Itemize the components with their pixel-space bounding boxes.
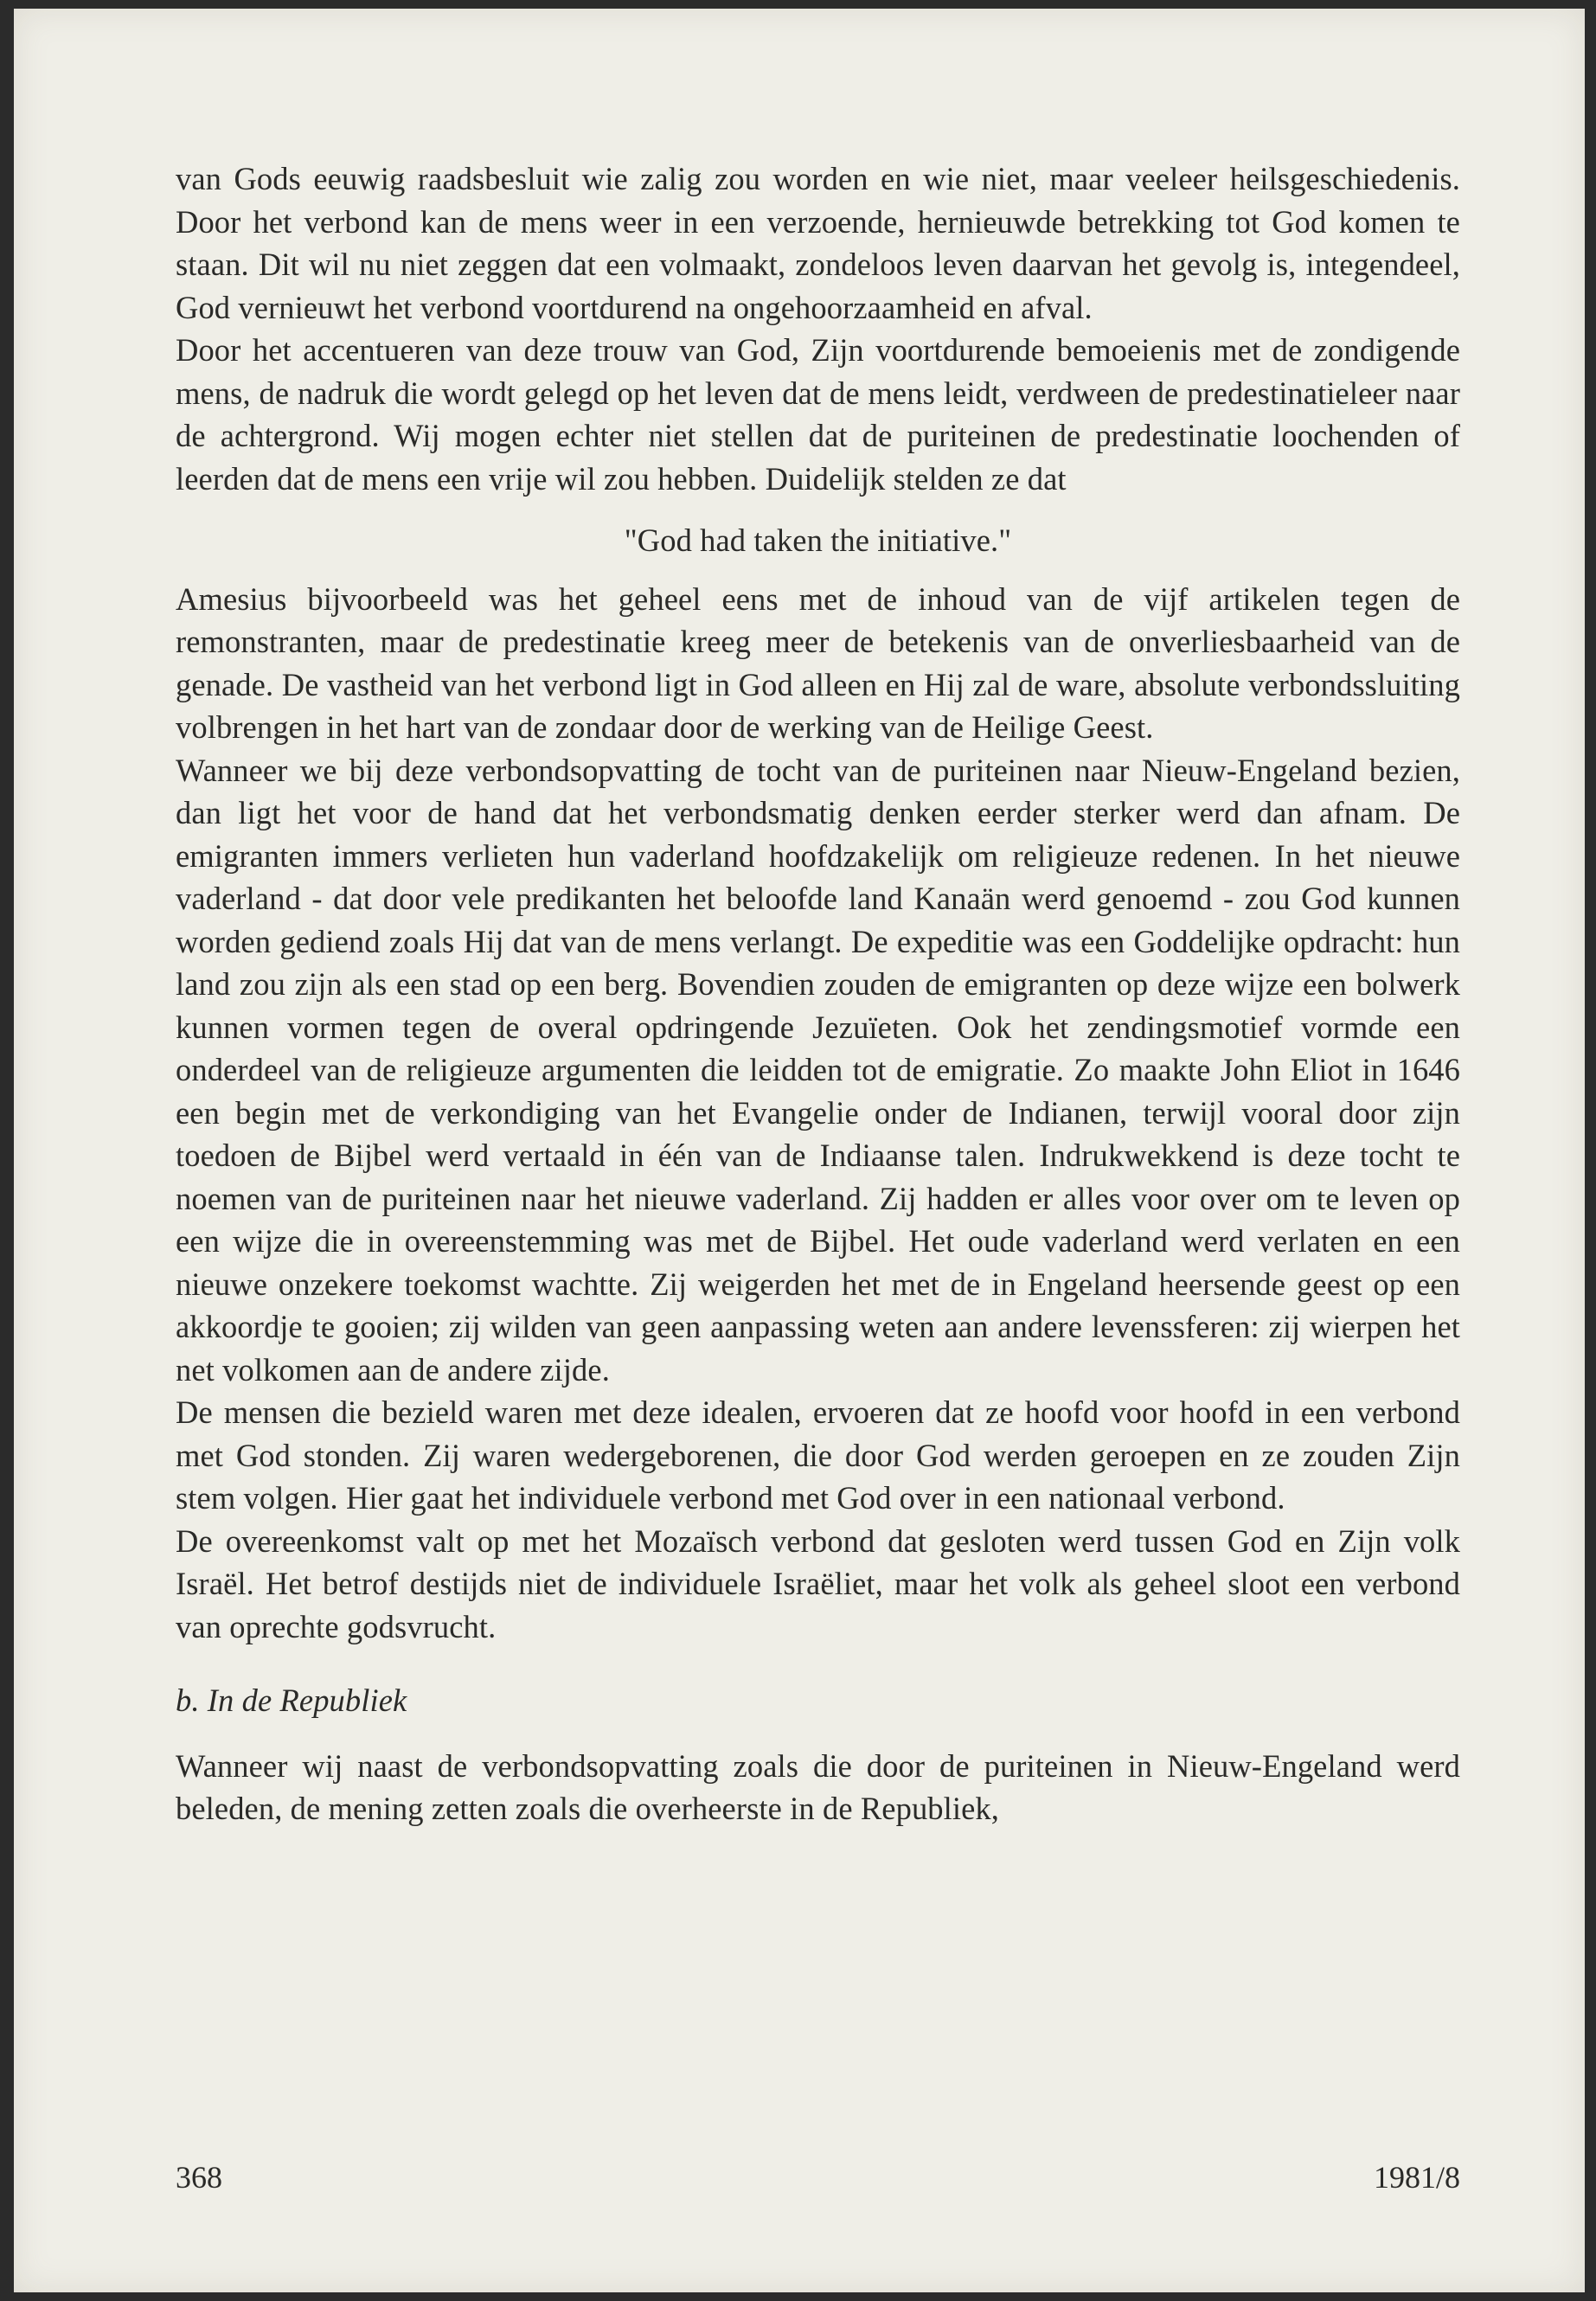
paragraph-6: De overeenkomst valt op met het Mozaïsch verbond dat gesloten werd tussen God en Zijn volk Israël. Het betrof destijds niet de individuele Israëliet, maar het volk als geheel sloot een verbond van oprechte godsvrucht. [176, 1522, 1460, 1644]
page-number: 368 [176, 2160, 222, 2195]
paragraph-5: De mensen die bezield waren met deze idealen, ervoeren dat ze hoofd voor hoofd in een verbond met God stonden. Zij waren wedergeborenen, die door God werden geroepen en ze zouden Zijn stem volgen. Hier gaat het individuele verbond met God over in een nationaal verbond. [176, 1394, 1460, 1516]
paragraph-4: Wanneer we bij deze verbondsopvatting de tocht van de puriteinen naar Nieuw-Engeland bezien, dan ligt het voor de hand dat het verbondsmatig denken eerder sterker werd dan afnam. De emigranten immers verlieten hun vaderland hoofdzakelijk om religieuze redenen. In het nieuwe vaderland - dat door vele predikanten het beloofde land Kanaän werd genoemd - zou God kunnen worden gediend zoals Hij dat van de mens verlangt. De expeditie was een Goddelijke opdracht: hun land zou zijn als een stad op een berg. Bovendien zouden de emigranten op deze wijze een bolwerk kunnen vormen tegen de overal opdringende Jezuïeten. Ook het zendingsmotief vormde een onderdeel van de religieuze argumenten die leidden tot de emigratie. Zo maakte John Eliot in 1646 een begin met de verkondiging van het Evangelie onder de Indianen, terwijl vooral door zijn toedoen de Bijbel werd vertaald in één van de Indiaanse talen. Indrukwekkend is deze tocht te noemen van de puriteinen naar het nieuwe vaderland. Zij hadden er alles voor over om te leven op een wijze die in overeenstemming was met de Bijbel. Het oude vaderland werd verlaten en een nieuwe onzekere toekomst wachtte. Zij weigerden het met de in Engeland heersende geest op een akkoordje te gooien; zij wilden van geen aanpassing weten aan andere levenssferen: zij wierpen het net volkomen aan de andere zijde. [176, 752, 1460, 1388]
document-page [14, 9, 1585, 2292]
paragraph-1: van Gods eeuwig raadsbesluit wie zalig zou worden en wie niet, maar veeleer heilsgeschiedenis. Door het verbond kan de mens weer in een verzoende, hernieuwde betrekking tot God komen te staan. Dit wil nu niet zeggen dat een volmaakt, zondeloos leven daarvan het gevolg is, integendeel, God vernieuwt het verbond voortdurend na ongehoorzaamheid en afval. [176, 161, 1460, 325]
paragraph-7: Wanneer wij naast de verbondsopvatting zoals die door de puriteinen in Nieuw-Engeland werd beleden, de mening zetten zoals die overheerste in de Republiek, [176, 1747, 1460, 1826]
body-text [176, 157, 1460, 1830]
block-quote: "God had taken the initiative." [624, 522, 1012, 558]
issue-number: 1981/8 [1373, 2160, 1460, 2195]
section-heading: b. In de Republiek [176, 1682, 407, 1718]
paragraph-3: Amesius bijvoorbeeld was het geheel eens met de inhoud van de vijf artikelen tegen de remonstranten, maar de predestinatie kreeg meer de betekenis van de onverliesbaarheid van de genade. De vastheid van het verbond ligt in God alleen en Hij zal de ware, absolute verbondssluiting volbrengen in het hart van de zondaar door de werking van de Heilige Geest. [176, 580, 1460, 745]
paragraph-2: Door het accentueren van deze trouw van God, Zijn voortdurende bemoeienis met de zondigende mens, de nadruk die wordt gelegd op het leven dat de mens leidt, verdween de predestinatieleer naar de achtergrond. Wij mogen echter niet stellen dat de puriteinen de predestinatie loochenden of leerden dat de mens een vrije wil zou hebben. Duidelijk stelden ze dat [176, 332, 1460, 497]
